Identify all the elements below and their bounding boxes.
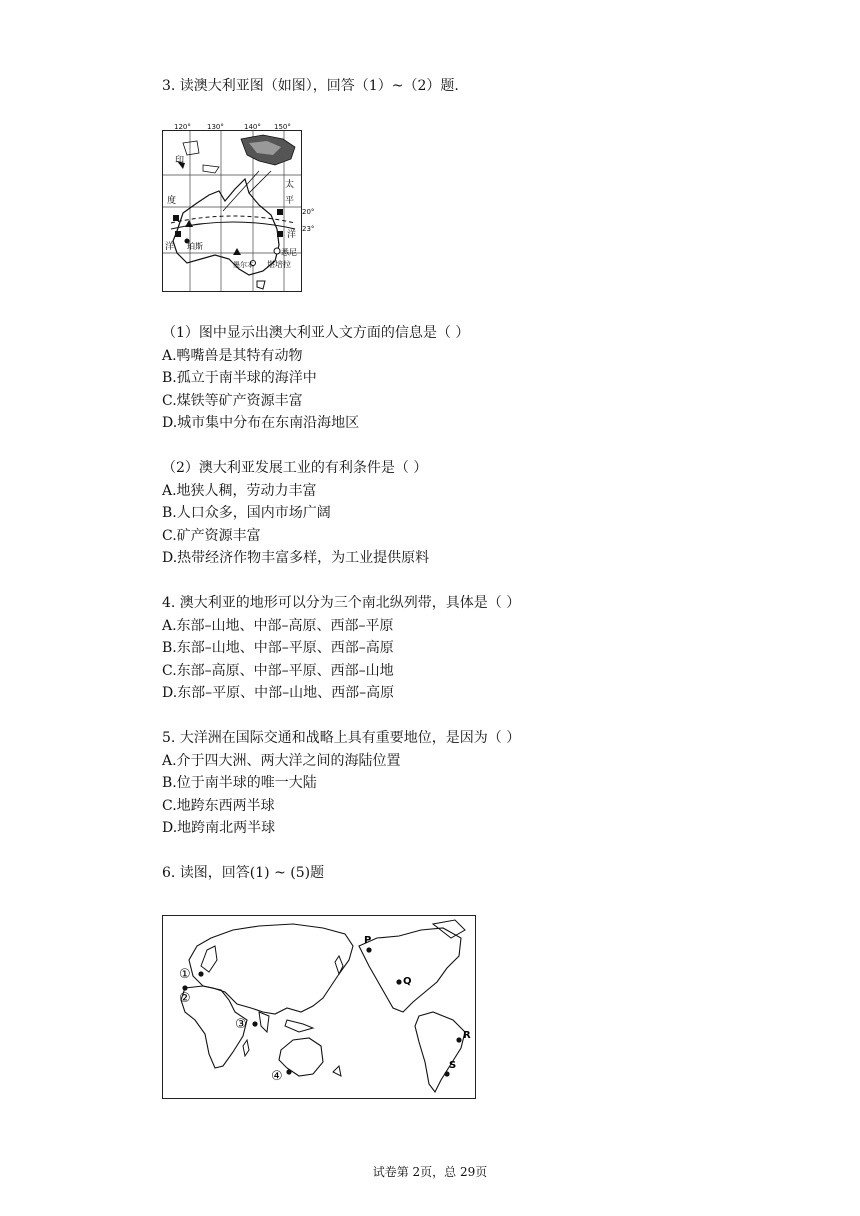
q6-stem: 6. 读图，回答(1) ~ (5)题	[162, 865, 325, 881]
q5-option-a[interactable]: A.介于四大洲、两大洋之间的海陆位置	[162, 753, 401, 769]
q4-option-c[interactable]: C.东部–高原、中部–平原、西部–山地	[162, 663, 394, 679]
map-label: 墨尔本	[233, 261, 254, 269]
q5-option-c[interactable]: C.地跨东西两半球	[162, 798, 275, 814]
question-3-title: 3. 读澳大利亚图（如图），回答（1）~（2）题.	[162, 78, 459, 94]
q3-sub2-option-a[interactable]: A.地狭人稠，劳动力丰富	[162, 483, 317, 499]
world-map-drawing	[163, 916, 475, 1098]
q3-sub2-option-c[interactable]: C.矿产资源丰富	[162, 528, 261, 544]
map-label: 平	[285, 196, 295, 206]
map-point-label: ④	[271, 1069, 283, 1084]
lon-label: 140°	[244, 123, 261, 131]
map-label: 悉尼	[281, 248, 297, 257]
q5-option-b[interactable]: B.位于南半球的唯一大陆	[162, 775, 317, 791]
map-label: 珀斯	[187, 242, 203, 251]
q3-sub1-stem: （1）图中显示出澳大利亚人文方面的信息是（ ）	[162, 325, 470, 341]
q4-option-b[interactable]: B.东部–山地、中部–平原、西部–高原	[162, 640, 394, 656]
map-label: 堪培拉	[267, 260, 291, 269]
map-label: 印	[175, 156, 185, 166]
map-point-label: ③	[235, 1017, 247, 1032]
map-point-label: ②	[179, 991, 191, 1006]
map-point-label: R	[463, 1030, 471, 1041]
q3-sub1-option-b[interactable]: B.孤立于南半球的海洋中	[162, 370, 317, 386]
page-footer: 试卷第 2页，总 29页	[372, 1165, 488, 1179]
map-point-label: P	[364, 935, 372, 946]
map-label: 洋	[165, 242, 175, 252]
q3-sub2-option-d[interactable]: D.热带经济作物丰富多样，为工业提供原料	[162, 550, 430, 566]
lat-label: 20°	[302, 208, 315, 216]
map-point-label: Q	[403, 976, 412, 987]
q4-stem: 4. 澳大利亚的地形可以分为三个南北纵列带，具体是（ ）	[162, 595, 521, 611]
q3-sub2-option-b[interactable]: B.人口众多，国内市场广阔	[162, 505, 331, 521]
map-label: 太	[285, 180, 295, 190]
q4-option-d[interactable]: D.东部–平原、中部–山地、西部–高原	[162, 685, 395, 701]
map-label: 度	[167, 196, 177, 206]
australia-map-drawing	[163, 131, 301, 291]
lon-label: 150°	[274, 123, 291, 131]
q3-sub2-stem: （2）澳大利亚发展工业的有利条件是（ ）	[162, 460, 428, 476]
q3-sub1-option-a[interactable]: A.鸭嘴兽是其特有动物	[162, 348, 303, 364]
australia-map	[162, 130, 302, 292]
map-label: 洋	[287, 230, 297, 240]
lon-label: 130°	[207, 123, 224, 131]
lat-label: 23°	[302, 225, 315, 233]
world-map	[162, 915, 476, 1099]
lon-label: 120°	[174, 123, 191, 131]
q5-option-d[interactable]: D.地跨南北两半球	[162, 820, 276, 836]
q3-sub1-option-d[interactable]: D.城市集中分布在东南沿海地区	[162, 415, 360, 431]
map-point-label: ①	[179, 967, 191, 982]
q4-option-a[interactable]: A.东部–山地、中部–高原、西部–平原	[162, 618, 394, 634]
q5-stem: 5. 大洋洲在国际交通和战略上具有重要地位，是因为（ ）	[162, 730, 521, 746]
map-point-label: S	[449, 1060, 457, 1071]
q3-sub1-option-c[interactable]: C.煤铁等矿产资源丰富	[162, 393, 303, 409]
